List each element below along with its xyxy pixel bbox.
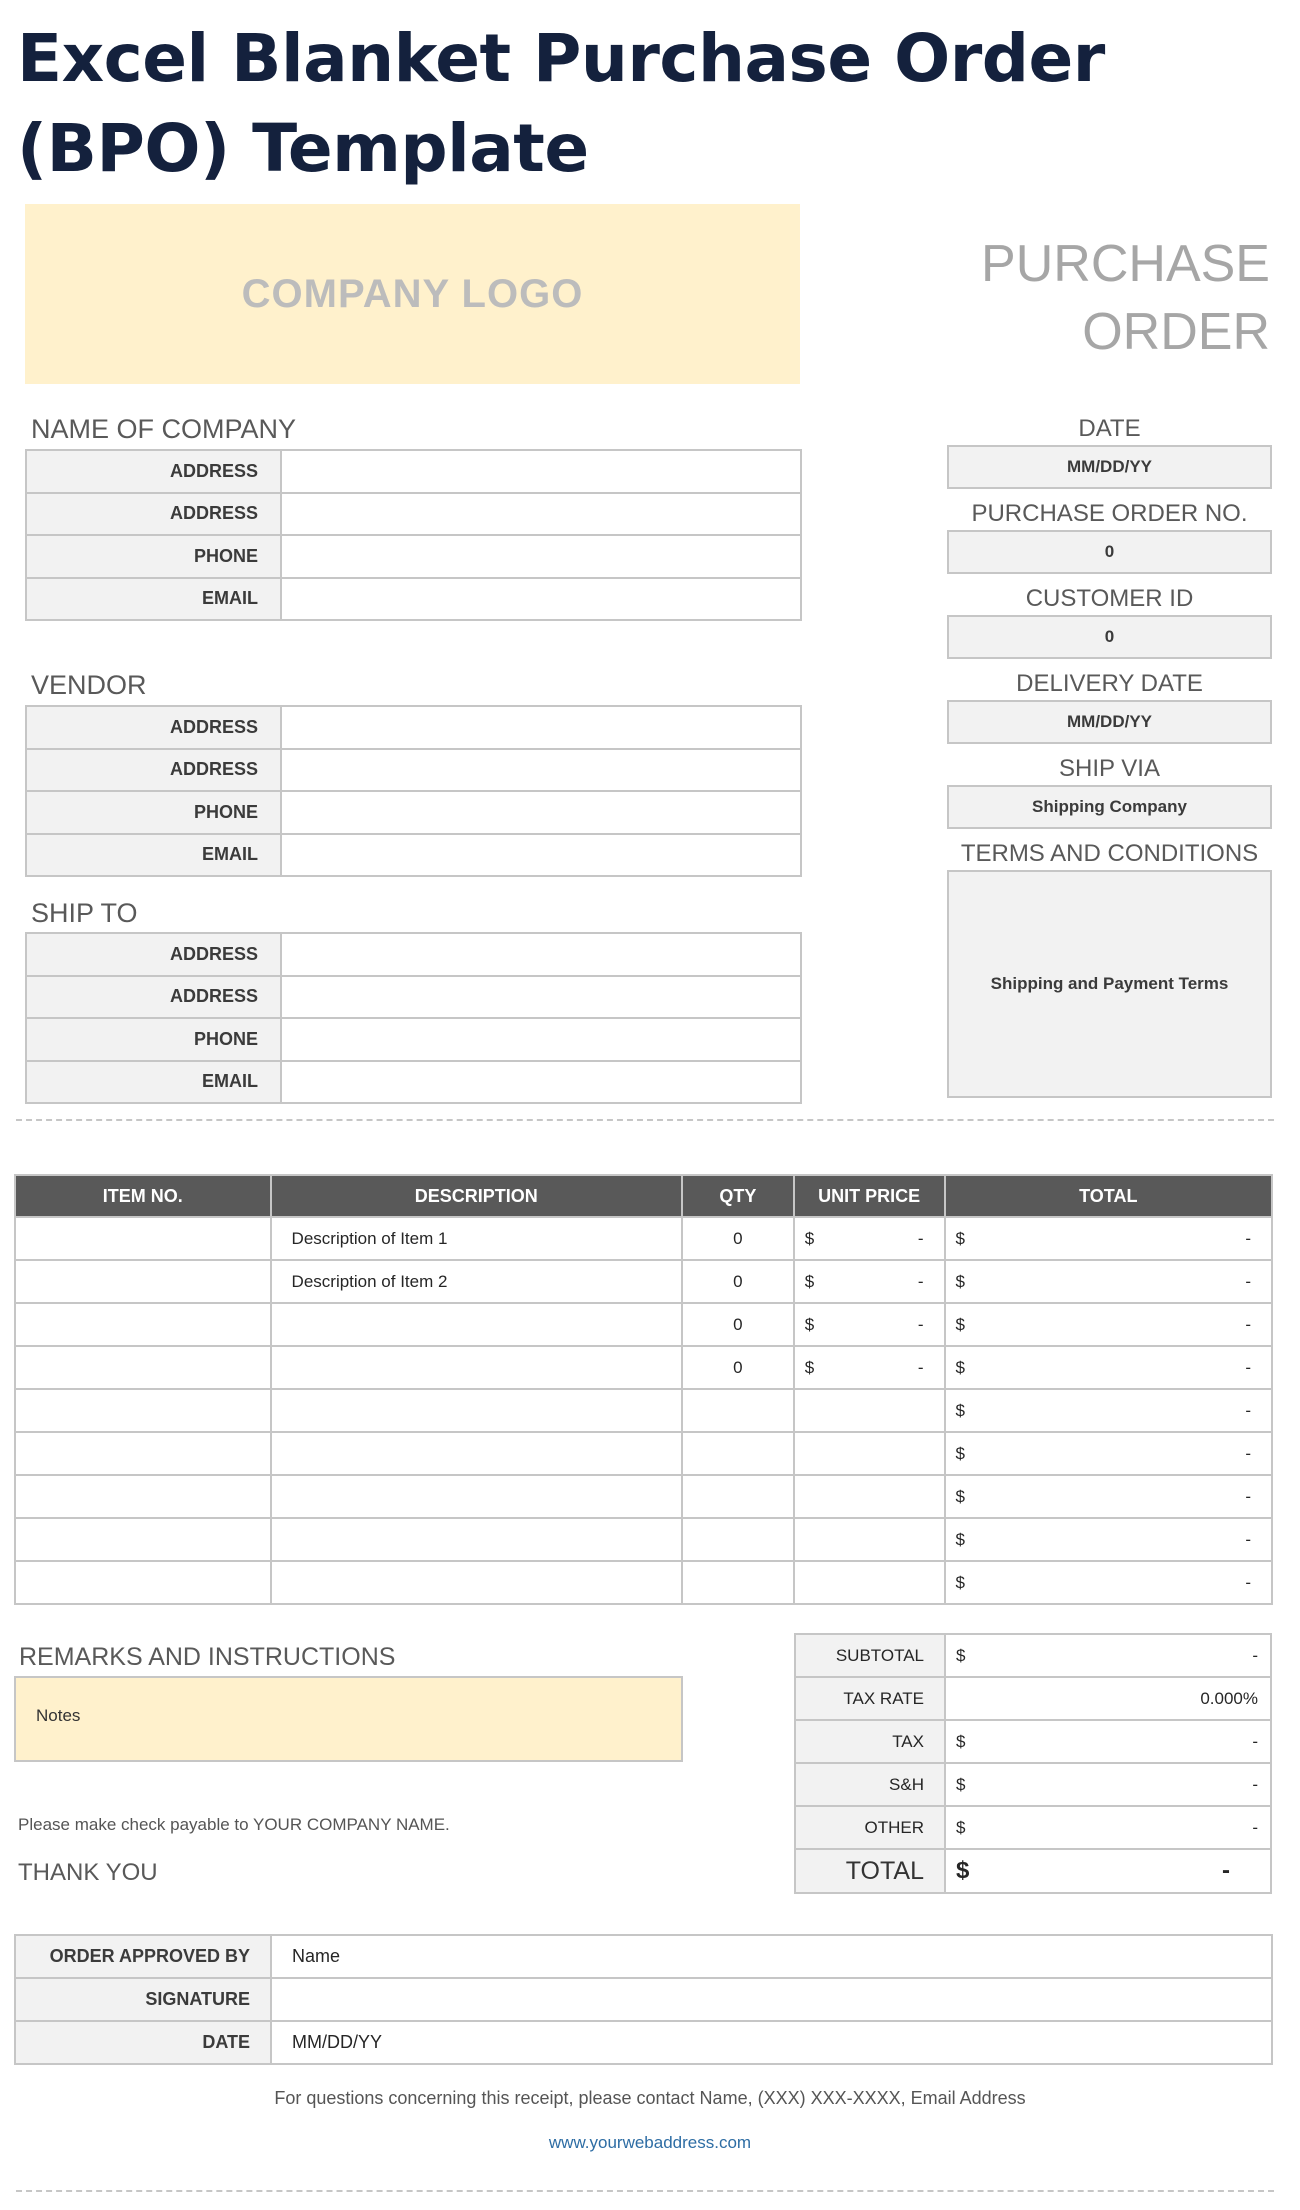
- items-header-row: [15, 1175, 1272, 1217]
- amount: -: [1245, 1314, 1251, 1334]
- company-label: EMAIL: [26, 578, 281, 621]
- vendor-label: ADDRESS: [26, 706, 281, 749]
- description-cell[interactable]: [271, 1303, 682, 1346]
- currency-symbol: $: [956, 1774, 966, 1794]
- approved-by-row: [15, 1935, 1272, 1978]
- purchase-order-title: [981, 230, 1270, 366]
- item-no-cell[interactable]: [15, 1561, 271, 1604]
- currency-symbol: $: [804, 1228, 815, 1248]
- item-row: [15, 1260, 1272, 1303]
- vendor-row: [26, 791, 801, 834]
- amount: -: [1252, 1774, 1258, 1794]
- qty-cell[interactable]: 0: [682, 1260, 794, 1303]
- amount: -: [1245, 1572, 1251, 1592]
- ship-via-field[interactable]: Shipping Company: [947, 785, 1272, 829]
- ship-to-row: [26, 1061, 801, 1104]
- currency-symbol: $: [955, 1572, 966, 1592]
- company-row: [26, 450, 801, 493]
- amount: -: [1245, 1443, 1251, 1463]
- vendor-email-field[interactable]: [281, 834, 801, 877]
- company-table: [25, 449, 802, 621]
- signature-label: SIGNATURE: [15, 1978, 271, 2021]
- approved-by-label: ORDER APPROVED BY: [15, 1935, 271, 1978]
- unit-price-cell[interactable]: [794, 1432, 945, 1475]
- approval-date-label: DATE: [15, 2021, 271, 2064]
- sh-row: [795, 1763, 1271, 1806]
- item-row: [15, 1346, 1272, 1389]
- po-title-line-1: PURCHASE: [981, 235, 1270, 293]
- vendor-heading: VENDOR: [31, 670, 147, 700]
- item-no-cell[interactable]: [15, 1303, 271, 1346]
- sh-value[interactable]: [945, 1763, 1271, 1806]
- subtotal-row: [795, 1634, 1271, 1677]
- currency-symbol: $: [956, 1731, 966, 1751]
- grand-total-row: [795, 1849, 1271, 1893]
- po-number-field[interactable]: 0: [947, 530, 1272, 574]
- tax-rate-label: TAX RATE: [795, 1677, 945, 1720]
- ship-to-email-field[interactable]: [281, 1061, 801, 1104]
- unit-price-cell[interactable]: [794, 1217, 945, 1260]
- vendor-label: ADDRESS: [26, 749, 281, 792]
- currency-symbol: $: [955, 1529, 966, 1549]
- amount: -: [1252, 1645, 1258, 1665]
- unit-price-cell[interactable]: [794, 1389, 945, 1432]
- currency-symbol: $: [956, 1645, 966, 1665]
- ship-to-label: ADDRESS: [26, 976, 281, 1019]
- qty-cell[interactable]: [682, 1475, 794, 1518]
- item-no-cell[interactable]: [15, 1346, 271, 1389]
- currency-symbol: $: [804, 1271, 815, 1291]
- amount: -: [1245, 1486, 1251, 1506]
- line-total-cell: [945, 1346, 1272, 1389]
- company-heading: NAME OF COMPANY: [31, 414, 297, 444]
- currency-symbol: $: [955, 1400, 966, 1420]
- ship-to-address-2-field[interactable]: [281, 976, 801, 1019]
- footer-contact: For questions concerning this receipt, please contact Name, (XXX) XXX-XXXX, Email Address: [274, 2088, 1026, 2108]
- company-phone-field[interactable]: [281, 535, 801, 578]
- amount: 0.000%: [1200, 1688, 1258, 1708]
- unit-price-cell[interactable]: [794, 1518, 945, 1561]
- unit-price-cell[interactable]: [794, 1303, 945, 1346]
- vendor-address-1-field[interactable]: [281, 706, 801, 749]
- approval-table: [14, 1934, 1273, 2065]
- po-title-line-2: ORDER: [1082, 303, 1270, 361]
- payable-note: Please make check payable to YOUR COMPANY NAME.: [18, 1815, 450, 1834]
- description-cell[interactable]: Description of Item 2: [271, 1260, 682, 1303]
- approval-date-row: [15, 2021, 1272, 2064]
- company-row: [26, 535, 801, 578]
- other-row: [795, 1806, 1271, 1849]
- company-logo-placeholder: COMPANY LOGO: [25, 204, 800, 384]
- amount: -: [1245, 1271, 1251, 1291]
- description-cell[interactable]: [271, 1346, 682, 1389]
- item-no-cell[interactable]: [15, 1432, 271, 1475]
- customer-id-field[interactable]: 0: [947, 615, 1272, 659]
- vendor-row: [26, 834, 801, 877]
- qty-cell[interactable]: [682, 1432, 794, 1475]
- qty-cell[interactable]: 0: [682, 1303, 794, 1346]
- signature-row: [15, 1978, 1272, 2021]
- vendor-label: PHONE: [26, 791, 281, 834]
- bottom-divider: [16, 2190, 1274, 2192]
- item-no-cell[interactable]: [15, 1260, 271, 1303]
- ship-to-label: ADDRESS: [26, 933, 281, 976]
- item-row: [15, 1561, 1272, 1604]
- company-row: [26, 493, 801, 536]
- amount: -: [1222, 1857, 1230, 1884]
- items-table: [14, 1174, 1273, 1605]
- line-total-cell: [945, 1518, 1272, 1561]
- sh-label: S&H: [795, 1763, 945, 1806]
- amount: -: [1245, 1529, 1251, 1549]
- item-no-cell[interactable]: [15, 1217, 271, 1260]
- ship-to-label: PHONE: [26, 1018, 281, 1061]
- vendor-address-2-field[interactable]: [281, 749, 801, 792]
- unit-price-cell[interactable]: [794, 1346, 945, 1389]
- vendor-table: [25, 705, 802, 877]
- unit-price-header: UNIT PRICE: [794, 1175, 945, 1217]
- company-address-1-field[interactable]: [281, 450, 801, 493]
- currency-symbol: $: [956, 1857, 970, 1884]
- signature-field[interactable]: [271, 1978, 1272, 2021]
- currency-symbol: $: [956, 1817, 966, 1837]
- item-no-cell[interactable]: [15, 1475, 271, 1518]
- amount: -: [1245, 1400, 1251, 1420]
- currency-symbol: $: [955, 1357, 966, 1377]
- item-row: [15, 1518, 1272, 1561]
- currency-symbol: $: [955, 1443, 966, 1463]
- line-total-cell: [945, 1260, 1272, 1303]
- description-cell[interactable]: [271, 1475, 682, 1518]
- description-cell[interactable]: [271, 1561, 682, 1604]
- qty-cell[interactable]: 0: [682, 1346, 794, 1389]
- tax-rate-row: [795, 1677, 1271, 1720]
- description-header: DESCRIPTION: [271, 1175, 682, 1217]
- item-no-header: ITEM NO.: [15, 1175, 271, 1217]
- footer-web-link[interactable]: www.yourwebaddress.com: [548, 2133, 752, 2152]
- grand-total-value: [945, 1849, 1271, 1893]
- tax-row: [795, 1720, 1271, 1763]
- company-label: ADDRESS: [26, 493, 281, 536]
- amount: -: [917, 1357, 924, 1377]
- unit-price-cell[interactable]: [794, 1260, 945, 1303]
- item-row: [15, 1475, 1272, 1518]
- subtotal-value: [945, 1634, 1271, 1677]
- ship-to-heading: SHIP TO: [31, 898, 138, 928]
- line-total-cell: [945, 1389, 1272, 1432]
- currency-symbol: $: [955, 1271, 966, 1291]
- amount: -: [1252, 1731, 1258, 1751]
- ship-to-label: EMAIL: [26, 1061, 281, 1104]
- other-label: OTHER: [795, 1806, 945, 1849]
- currency-symbol: $: [955, 1486, 966, 1506]
- item-row: [15, 1432, 1272, 1475]
- date-label: DATE: [1078, 415, 1141, 442]
- description-cell[interactable]: [271, 1432, 682, 1475]
- customer-id-label: CUSTOMER ID: [1025, 585, 1194, 612]
- company-address-2-field[interactable]: [281, 493, 801, 536]
- line-total-cell: [945, 1217, 1272, 1260]
- terms-field[interactable]: Shipping and Payment Terms: [947, 870, 1272, 1098]
- currency-symbol: $: [804, 1314, 815, 1334]
- delivery-date-label: DELIVERY DATE: [1016, 670, 1203, 697]
- qty-cell[interactable]: 0: [682, 1217, 794, 1260]
- vendor-row: [26, 749, 801, 792]
- ship-to-row: [26, 933, 801, 976]
- terms-label: TERMS AND CONDITIONS: [960, 840, 1259, 867]
- ship-to-address-1-field[interactable]: [281, 933, 801, 976]
- subtotal-label: SUBTOTAL: [795, 1634, 945, 1677]
- amount: -: [1245, 1357, 1251, 1377]
- ship-to-row: [26, 1018, 801, 1061]
- thank-you-text: THANK YOU: [18, 1859, 158, 1886]
- currency-symbol: $: [955, 1228, 966, 1248]
- grand-total-label: TOTAL: [795, 1849, 945, 1893]
- unit-price-cell[interactable]: [794, 1561, 945, 1604]
- qty-cell[interactable]: [682, 1561, 794, 1604]
- company-label: PHONE: [26, 535, 281, 578]
- company-row: [26, 578, 801, 621]
- page-title: Excel Blanket Purchase Order (BPO) Template: [17, 20, 1105, 187]
- tax-value: [945, 1720, 1271, 1763]
- line-total-cell: [945, 1475, 1272, 1518]
- item-row: [15, 1217, 1272, 1260]
- ship-via-label: SHIP VIA: [1059, 755, 1160, 782]
- qty-header: QTY: [682, 1175, 794, 1217]
- remarks-heading: REMARKS AND INSTRUCTIONS: [19, 1643, 396, 1671]
- amount: -: [1245, 1228, 1251, 1248]
- item-row: [15, 1389, 1272, 1432]
- vendor-row: [26, 706, 801, 749]
- ship-to-table: [25, 932, 802, 1104]
- qty-cell[interactable]: [682, 1518, 794, 1561]
- date-field[interactable]: MM/DD/YY: [947, 445, 1272, 489]
- ship-to-row: [26, 976, 801, 1019]
- totals-table: [794, 1633, 1272, 1894]
- total-header: TOTAL: [945, 1175, 1272, 1217]
- company-label: ADDRESS: [26, 450, 281, 493]
- ship-to-phone-field[interactable]: [281, 1018, 801, 1061]
- unit-price-cell[interactable]: [794, 1475, 945, 1518]
- remarks-notes-field[interactable]: Notes: [14, 1676, 683, 1762]
- description-cell[interactable]: Description of Item 1: [271, 1217, 682, 1260]
- description-cell[interactable]: [271, 1389, 682, 1432]
- amount: -: [1252, 1817, 1258, 1837]
- po-number-label: PURCHASE ORDER NO.: [971, 500, 1248, 527]
- approved-by-field[interactable]: Name: [271, 1935, 1272, 1978]
- item-no-cell[interactable]: [15, 1389, 271, 1432]
- currency-symbol: $: [804, 1357, 815, 1377]
- approval-date-field[interactable]: MM/DD/YY: [271, 2021, 1272, 2064]
- amount: -: [917, 1314, 924, 1334]
- tax-label: TAX: [795, 1720, 945, 1763]
- tax-rate-value[interactable]: [945, 1677, 1271, 1720]
- delivery-date-field[interactable]: MM/DD/YY: [947, 700, 1272, 744]
- qty-cell[interactable]: [682, 1389, 794, 1432]
- currency-symbol: $: [955, 1314, 966, 1334]
- line-total-cell: [945, 1561, 1272, 1604]
- description-cell[interactable]: [271, 1518, 682, 1561]
- line-total-cell: [945, 1303, 1272, 1346]
- other-value[interactable]: [945, 1806, 1271, 1849]
- vendor-label: EMAIL: [26, 834, 281, 877]
- item-row: [15, 1303, 1272, 1346]
- section-divider: [16, 1119, 1274, 1121]
- amount: -: [917, 1228, 924, 1248]
- amount: -: [917, 1271, 924, 1291]
- item-no-cell[interactable]: [15, 1518, 271, 1561]
- vendor-phone-field[interactable]: [281, 791, 801, 834]
- company-email-field[interactable]: [281, 578, 801, 621]
- line-total-cell: [945, 1432, 1272, 1475]
